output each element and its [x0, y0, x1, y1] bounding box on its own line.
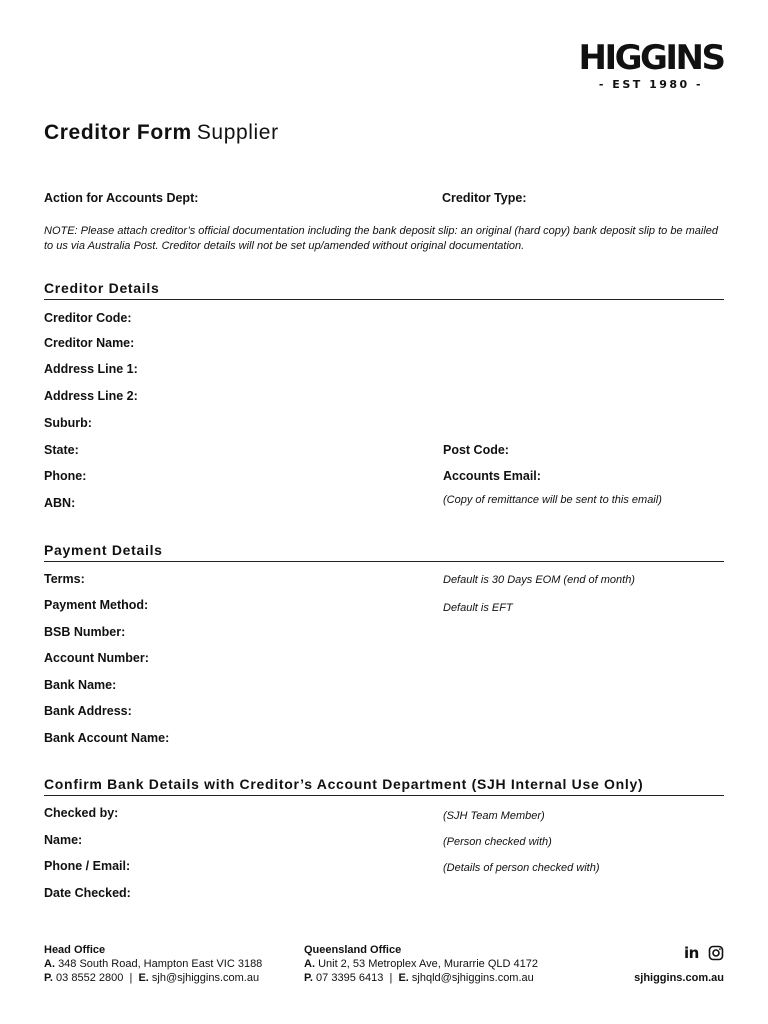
documentation-note: NOTE: Please attach creditor’s official documentation including the bank deposit slip: an original (hard copy) bank deposit slip to be mailed to us via Australia Post. Creditor details will not be set up/amended without original documentation.: [44, 225, 719, 252]
terms-hint: Default is 30 Days EOM (end of month): [443, 574, 635, 586]
checked-by-label: Checked by:: [44, 806, 119, 820]
bank-account-name-label: Bank Account Name:: [44, 731, 170, 745]
creditor-name-label: Creditor Name:: [44, 336, 135, 350]
website-link[interactable]: sjhiggins.com.au: [634, 972, 724, 984]
confirm-bank-details-heading: Confirm Bank Details with Creditor’s Account Department (SJH Internal Use Only): [44, 776, 644, 792]
qld-office-title: Queensland Office: [304, 944, 402, 956]
linkedin-icon[interactable]: in: [684, 944, 699, 962]
action-for-accounts-label: Action for Accounts Dept:: [44, 191, 199, 205]
checked-by-hint: (SJH Team Member): [443, 810, 545, 822]
bank-name-label: Bank Name:: [44, 678, 117, 692]
state-label: State:: [44, 443, 79, 457]
section-divider: [44, 561, 724, 562]
qld-office-email[interactable]: sjhqld@sjhiggins.com.au: [411, 972, 534, 984]
creditor-type-label: Creditor Type:: [442, 191, 527, 205]
address-line-1-label: Address Line 1:: [44, 362, 138, 376]
form-subtitle: Supplier: [196, 121, 279, 144]
email-hint: (Copy of remittance will be sent to this email): [443, 494, 662, 506]
phone-label: Phone:: [44, 469, 87, 483]
post-code-label: Post Code:: [443, 443, 509, 457]
head-office-address: A. 348 South Road, Hampton East VIC 3188: [44, 958, 263, 970]
instagram-icon[interactable]: [708, 945, 724, 961]
head-office-email[interactable]: sjh@sjhiggins.com.au: [151, 972, 260, 984]
company-logo: HIGGINS: [578, 38, 724, 78]
qld-office-contact: P. 07 3395 6413 | E. sjhqld@sjhiggins.com.au: [304, 972, 534, 984]
suburb-label: Suburb:: [44, 416, 92, 430]
section-divider: [44, 299, 724, 300]
abn-label: ABN:: [44, 496, 76, 510]
name-hint: (Person checked with): [443, 836, 552, 848]
phone-email-hint: (Details of person checked with): [443, 862, 600, 874]
date-checked-label: Date Checked:: [44, 886, 131, 900]
logo-tagline: - EST 1980 -: [598, 78, 704, 91]
creditor-details-heading: Creditor Details: [44, 280, 160, 296]
accounts-email-label: Accounts Email:: [443, 469, 541, 483]
form-title: Creditor Form: [44, 121, 192, 144]
payment-method-label: Payment Method:: [44, 598, 149, 612]
head-office-title: Head Office: [44, 944, 106, 956]
bank-address-label: Bank Address:: [44, 704, 132, 718]
payment-details-heading: Payment Details: [44, 542, 163, 558]
head-office-contact: P. 03 8552 2800 | E. sjh@sjhiggins.com.au: [44, 972, 260, 984]
address-line-2-label: Address Line 2:: [44, 389, 138, 403]
name-label: Name:: [44, 833, 83, 847]
bsb-number-label: BSB Number:: [44, 625, 126, 639]
creditor-code-label: Creditor Code:: [44, 311, 132, 325]
account-number-label: Account Number:: [44, 651, 149, 665]
payment-method-hint: Default is EFT: [443, 602, 513, 614]
qld-office-address: A. Unit 2, 53 Metroplex Ave, Murarrie QLD 4172: [304, 958, 538, 970]
section-divider: [44, 795, 724, 796]
page-title: [44, 119, 279, 147]
phone-email-label: Phone / Email:: [44, 859, 131, 873]
terms-label: Terms:: [44, 572, 85, 586]
